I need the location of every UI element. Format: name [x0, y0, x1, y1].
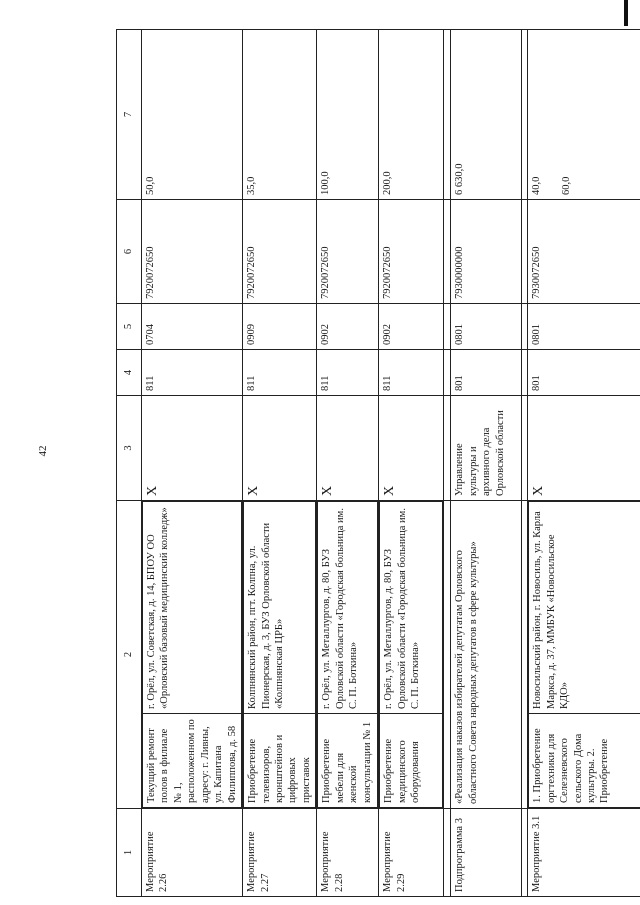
code-section: 0902	[317, 304, 379, 350]
event-description-cell	[528, 501, 640, 809]
subprogram-row	[451, 30, 522, 897]
subprogram-number: Подпрограмма 3	[451, 809, 522, 897]
row-separator	[444, 30, 451, 897]
code-target: 7930072650	[528, 200, 640, 304]
code-target: 7920072650	[379, 200, 444, 304]
header-cell: 7	[117, 30, 142, 200]
executor-cell	[142, 396, 243, 501]
amount-secondary: 60,0	[560, 176, 572, 195]
executor-cell	[528, 396, 640, 501]
amount: 200,0	[379, 30, 444, 200]
code-target: 7920072650	[142, 200, 243, 304]
code-grbs: 811	[142, 350, 243, 396]
budget-table	[116, 29, 640, 897]
event-name: Приобретение телевизоров, кронштейнов и цифровых приставок	[244, 714, 316, 808]
table-row	[142, 30, 243, 897]
event-number: Мероприятие 2.27	[243, 809, 317, 897]
event-number: Мероприятие 2.29	[379, 809, 444, 897]
subprogram-title: «Реализация наказов избирателей депутатам Орловского областного Совета народных депутатов в сфере культуры»	[451, 501, 522, 809]
event-description-cell	[317, 501, 379, 809]
executor-cell	[379, 396, 444, 501]
amount: 100,0	[317, 30, 379, 200]
header-cell: 2	[117, 501, 142, 809]
executor-cell	[243, 396, 317, 501]
code-target: 7920072650	[243, 200, 317, 304]
amount: 40,0	[531, 176, 543, 195]
table-row	[379, 30, 444, 897]
event-description-cell	[142, 501, 243, 809]
executor-cell	[317, 396, 379, 501]
code-section: 0909	[243, 304, 317, 350]
header-cell: 5	[117, 304, 142, 350]
event-number: Мероприятие 2.28	[317, 809, 379, 897]
code-section: 0801	[528, 304, 640, 350]
event-name: Приобретение медицинского оборудования	[380, 714, 443, 808]
amount: 6 630,0	[451, 30, 522, 200]
code-grbs: 811	[243, 350, 317, 396]
event-description-cell	[243, 501, 317, 809]
event-address: г. Орёл, ул. Металлургов, д. 80, БУЗ Орловской области «Городская больница им. С. П. Боткина»	[380, 502, 443, 714]
event-name: Приобретение мебели для женской консультации № 1	[318, 714, 378, 808]
x-mark: X	[145, 485, 160, 496]
code-grbs: 811	[317, 350, 379, 396]
code-grbs: 801	[451, 350, 522, 396]
event-number: Мероприятие 3.1	[528, 809, 640, 897]
event-address: г. Орёл, ул. Советская, д. 14, БПОУ ОО «Орловский базовый медицинский колледж»	[143, 502, 242, 714]
event-name: 1. Приобретение оргтехники для Селезневского сельского Дома культуры. 2. Приобретение	[529, 714, 640, 808]
event-description-cell	[379, 501, 444, 809]
x-mark: X	[320, 485, 336, 496]
header-cell: 1	[117, 809, 142, 897]
header-cell: 6	[117, 200, 142, 304]
table-row	[528, 30, 640, 897]
subprogram-executor: Управление культуры и архивного дела Орловской области	[451, 396, 522, 501]
page-number: 42	[37, 445, 49, 457]
header-cell: 3	[117, 396, 142, 501]
amount: 50,0	[142, 30, 243, 200]
code-grbs: 811	[379, 350, 444, 396]
table-row	[243, 30, 317, 897]
x-mark: X	[531, 485, 547, 496]
code-grbs: 801	[528, 350, 640, 396]
x-mark: X	[246, 485, 262, 496]
rotated-table-wrapper	[116, 30, 611, 897]
code-section: 0801	[451, 304, 522, 350]
code-section: 0902	[379, 304, 444, 350]
event-name: Текущий ремонт полов в филиале № 1, расположенном по адресу: г. Ливны, ул. Капитана Филиппова, д. 58	[143, 714, 242, 808]
code-target: 7930000000	[451, 200, 522, 304]
event-address: Новосильский район, г. Новосиль, ул. Карла Маркса, д. 37, ММБУК «Новосильское КДО»	[529, 502, 640, 714]
header-cell: 4	[117, 350, 142, 396]
code-target: 7920072650	[317, 200, 379, 304]
amount: 35,0	[243, 30, 317, 200]
code-section: 0704	[142, 304, 243, 350]
amount-cell	[528, 30, 640, 200]
header-row	[117, 30, 142, 897]
page-edge-mark	[624, 0, 628, 26]
event-number: Мероприятие 2.26	[142, 809, 243, 897]
event-address: г. Орёл, ул. Металлургов, д. 80, БУЗ Орловской области «Городская больница им. С. П. Боткина»	[318, 502, 378, 714]
x-mark: X	[382, 485, 398, 496]
table-row	[317, 30, 379, 897]
event-address: Колпнянский район, пгт. Колпна, ул. Пионерская, д. 3, БУЗ Орловской области «Колпнянская ЦРБ»	[244, 502, 316, 714]
